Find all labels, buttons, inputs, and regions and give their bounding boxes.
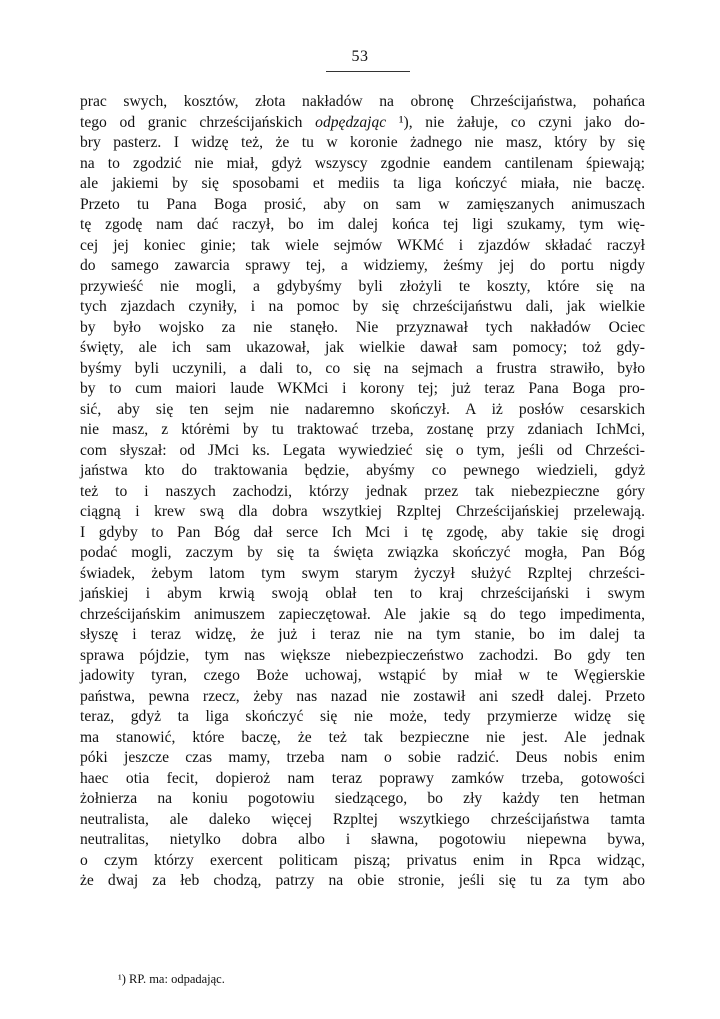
text-line: też to i naszych zachodzi, którzy jednak przez tak niebezpieczne góry [80,482,645,500]
text-line: tę zgodę nam dać raczył, bo im dalej końca tej ligi szukamy, tym wię- [80,216,645,233]
text-line: by to cum maiori laude WKMci i korony tej; już teraz Pana Boga pro- [80,380,645,397]
footnote-marker: ¹) [118,972,126,986]
text-line: świadek, żebym latom tym swym starym życzył służyć Rzpltej chrześci- [80,564,645,582]
text-line: jadowity tyran, czego Boże uchowaj, wstąpić by miał w te Węgierskie [80,667,645,684]
text-line: haec otia fecit, dopieroż nam teraz poprawy zamków trzeba, gotowości [80,769,645,787]
text-line: chrześcijańskim animuszem zapieczętował. Ale jakie są do tego impedimenta, [80,605,645,623]
text-line: byśmy byli uczynili, a dali to, co się na sejmach a frustra strawiło, było [80,359,645,377]
text-line: póki jeszcze czas mamy, trzeba nam o sobie radzić. Deus nobis enim [80,749,645,766]
text-line: żołnierza na koniu pogotowiu siedzącego, bo zły każdy ten hetman [80,790,645,807]
text-line: teraz, gdyż ta liga skończyć się nie może, tedy przymierze widzę się [80,708,645,725]
text-line: jaństwa kto do traktowania będzie, abyśmy co pewnego wiedzieli, gdyż [80,462,645,479]
text-line: jańskiej i abym krwią swoją oblał ten to kraj chrześcijański i swym [80,585,645,602]
text-line: tych zjazdach czyniły, i na pomoc by się chrześcijaństwu dali, jak wielkie [80,298,645,315]
text-line: święty, ale ich sam ukazował, jak wielkie dawał sam pomocy; toż gdy- [80,339,645,356]
text-line: ciągną i krew swą dla dobra wszytkiej Rzpltej Chrześcijańskiej przelewają. [80,503,645,520]
text-line: sić, aby się ten sejm nie nadaremno skończył. A iż posłów cesarskich [80,400,645,418]
body-text [80,92,645,892]
text-line: bry pasterz. I widzę też, że tu w koronie żadnego nie masz, który by się [80,134,645,151]
text-line: państwa, pewna rzecz, żeby nas nazad nie zostawił ani szedł dalej. Przeto [80,687,645,705]
text-line: I gdyby to Pan Bóg dał serce Ich Mci i tę zgodę, aby takie się drogi [80,523,645,541]
text-line: do samego zawarcia sprawy tej, a widziemy, żeśmy jej do portu nigdy [80,257,645,274]
text-line: przywieść nie mogli, a gdybyśmy byli złożyli te koszty, które się na [80,277,645,295]
text-line: ma stanowić, które baczę, że też tak bezpieczne nie jest. Ale jednak [80,728,645,746]
text-line: neutralitas, nietylko dobra albo i sławna, pogotowiu niepewna bywa, [80,831,645,848]
text-line: sprawa pójdzie, tym nas większe niebezpieczeństwo zachodzi. Bo gdy ten [80,646,645,664]
text-line: słyszę i teraz widzę, że już i teraz nie na tym stanie, bo im dalej ta [80,626,645,643]
text-line: tego od granic chrześcijańskich odpędzając ¹), nie żałuje, co czyni jako do- [80,113,645,131]
text-line: com słyszał: od JMci ks. Legata wywiedzieć się o tym, jeśli od Chrześci- [80,441,645,459]
emphasized-word: odpędzając [315,113,387,131]
text-line: neutralista, ale daleko więcej Rzpltej wszytkiego chrześcijaństwa tamta [80,810,645,828]
page-number: 53 [351,48,369,65]
text-line: by było wojsko za nie stanęło. Nie przyznawał tych nakładów Ociec [80,318,645,336]
footnote-text: RP. ma: odpadając. [129,972,225,986]
text-line: Przeto tu Pana Boga prosić, aby on sam w zamięszanych animuszach [80,195,645,213]
text-line: prac swych, kosztów, złota nakładów na obronę Chrześcijaństwa, pohańca [80,93,645,110]
text-line: cej jej koniec ginie; tak wiele sejmów WKMć i zjazdów składać raczył [80,236,645,254]
text-line: o czym którzy exercent politicam piszą; privatus enim in Rpca widząc, [80,851,645,869]
page-number-rule [326,71,410,72]
text-line: że dwaj za łeb chodzą, patrzy na obie stronie, jeśli się tu za tym abo [80,872,645,889]
text-line: nie masz, z którėmi by tu traktować trzeba, zostanę przy zdaniach IchMci, [80,421,645,438]
text-line: ale jakiemi by się sposobami et mediis ta liga kończyć miała, nie baczę. [80,175,645,192]
text-line: na to zgodzić nie miał, gdyż wszyscy zgodnie eandem cantilenam śpiewają; [80,154,645,172]
footnote [118,972,225,987]
text-line: podać mogli, zaczym by się ta święta związka skończyć mogła, Pan Bóg [80,544,645,561]
